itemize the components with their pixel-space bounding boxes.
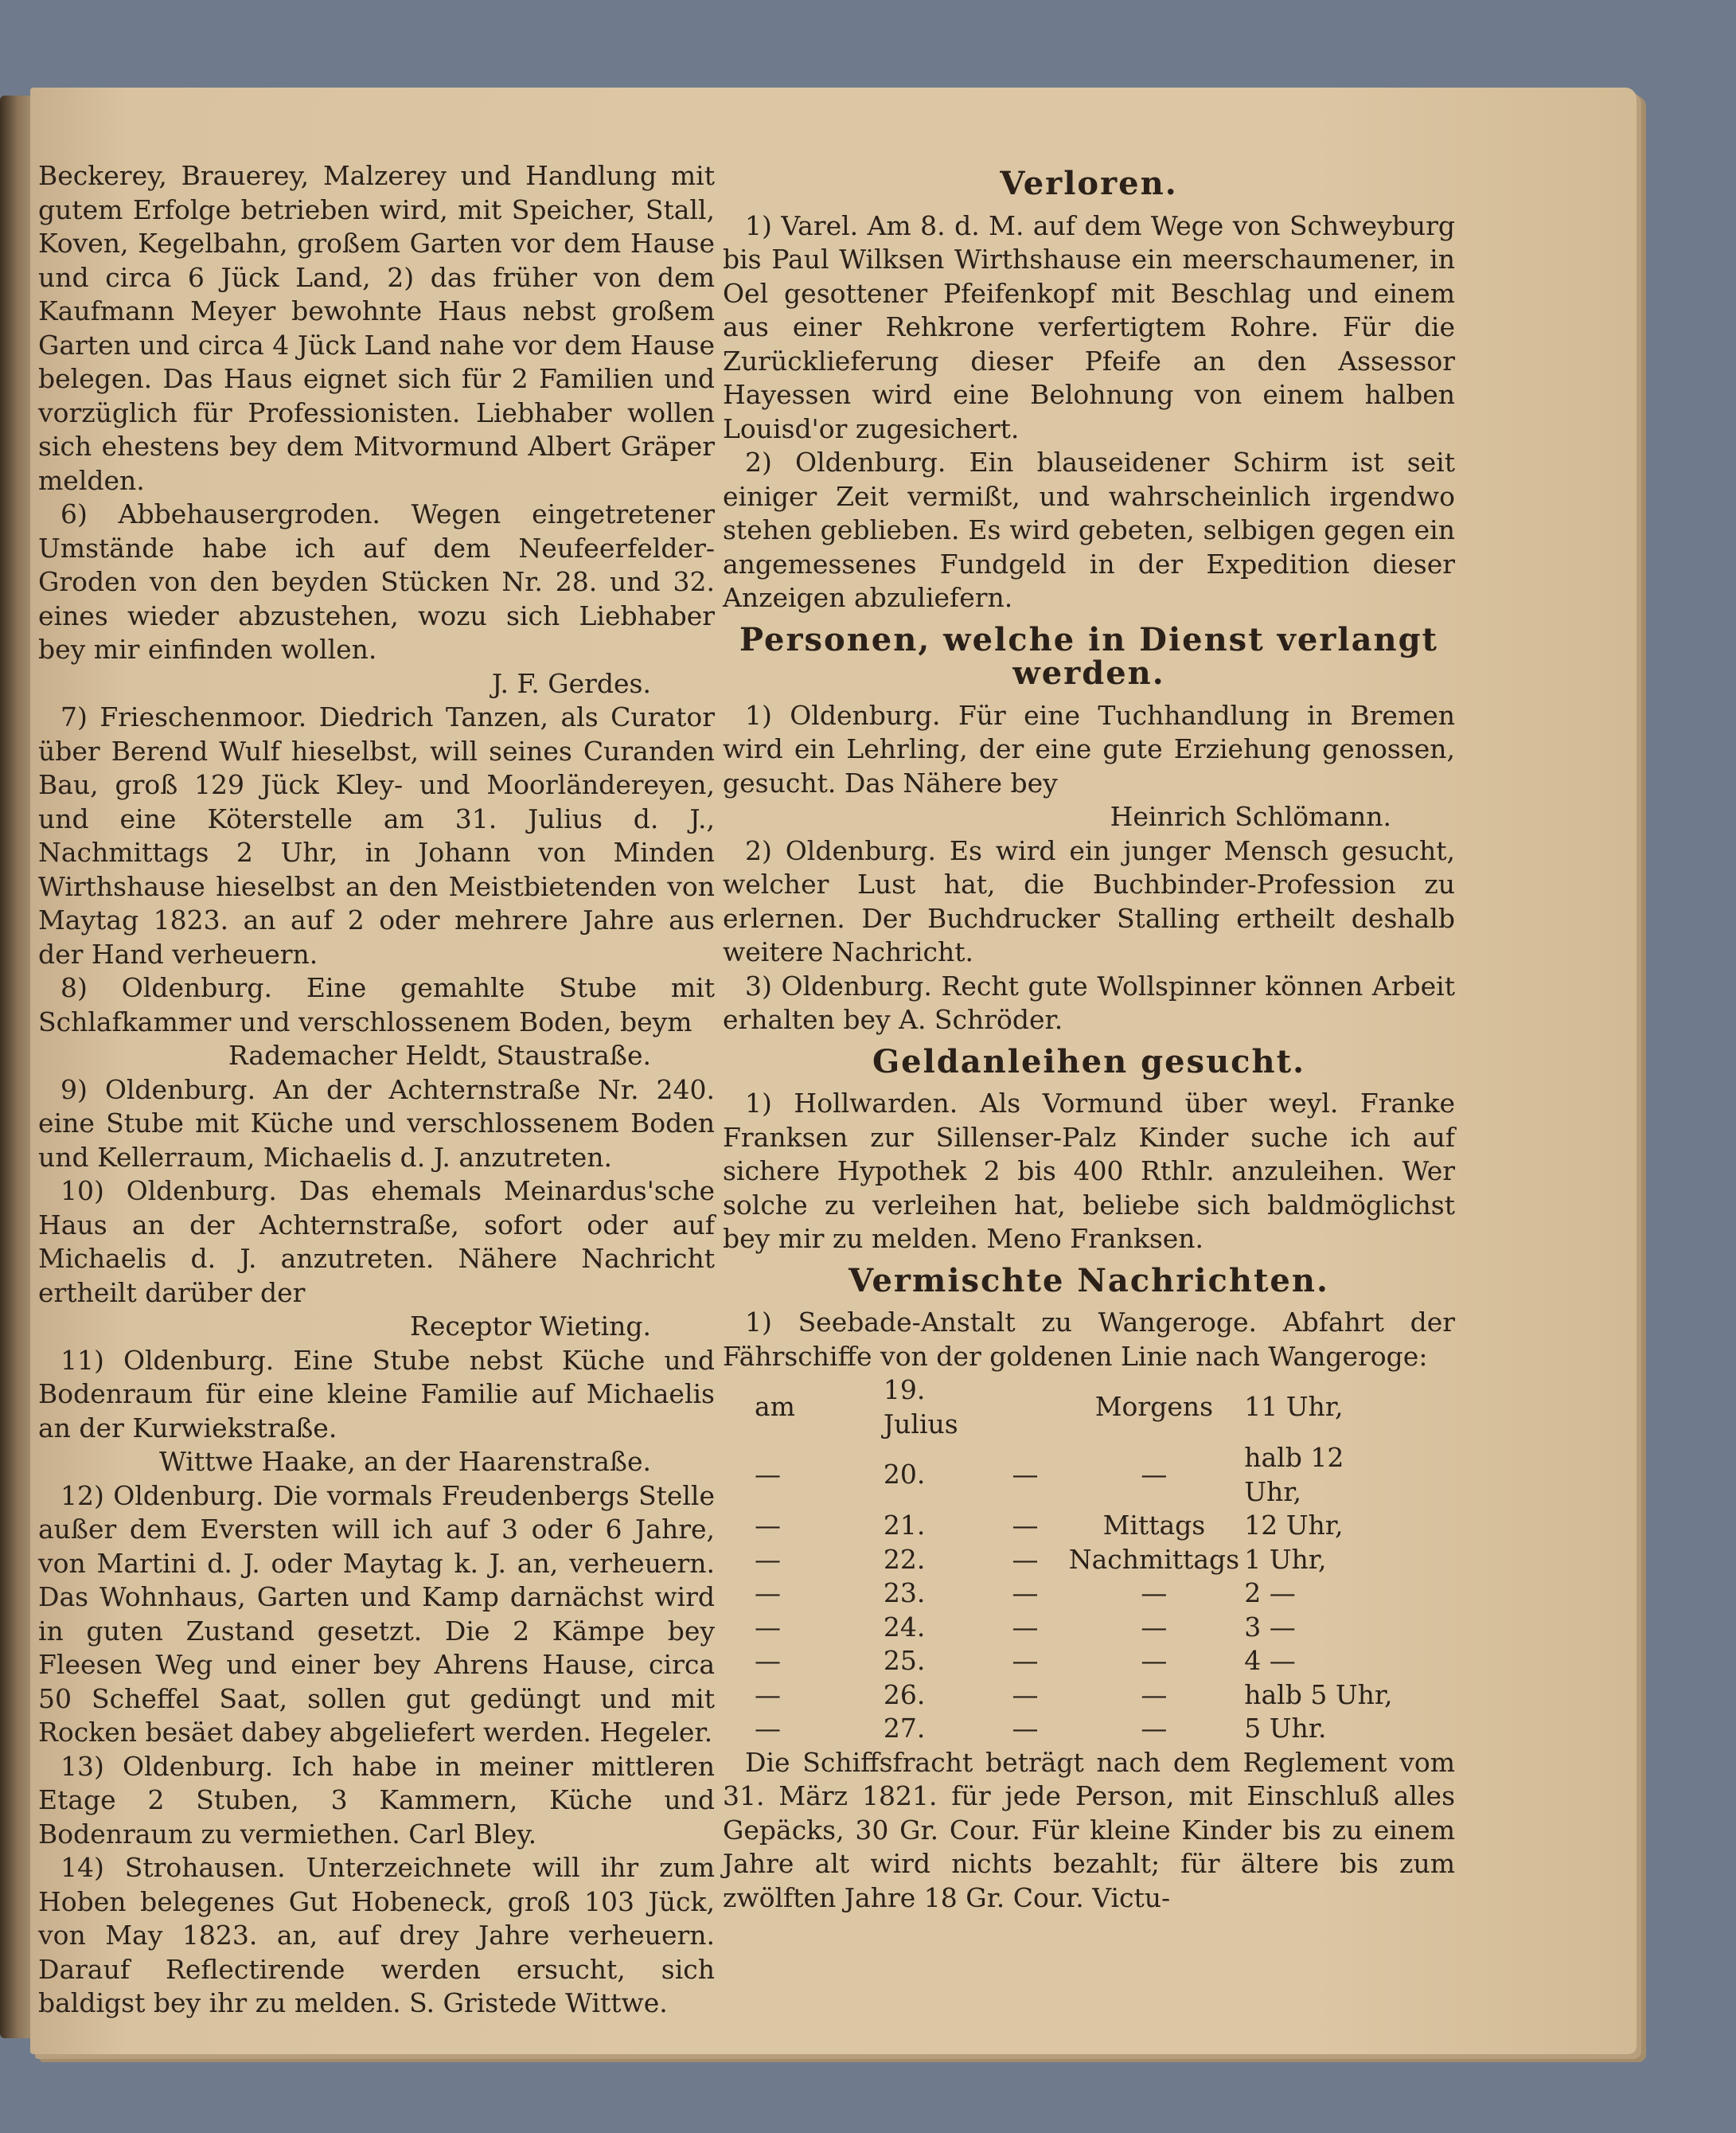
schedule-cell: 21. xyxy=(883,1510,926,1541)
schedule-cell: — xyxy=(1012,1510,1039,1541)
entry-schiffsfracht: Die Schiffsfracht beträgt nach dem Reglement vom 31. März 1821. für jede Person, mit Einschluß alles Gepäcks, 30 Gr. Cour. Für kleine Kinder bis zu einem Jahre alt wird nichts bezahlt; für ältere bis zum zwölften Jahre 18 Gr. Cour. Victu- xyxy=(723,1746,1455,1913)
entry-frieschenmoor: 7) Frieschenmoor. Diedrich Tanzen, als Curator über Berend Wulf hieselbst, will seines Curanden Bau, groß 129 Jück Kley- und Moorländereyen, und eine Köterstelle am 31. Julius d. J., Nachmittags 2 Uhr, in Johann von Minden Wirthshause hieselbst an den Meistbietenden von Maytag 1823. an auf 2 oder mehrere Jahre aus der Hand verheuern. xyxy=(38,701,715,970)
schedule-row xyxy=(755,1678,1399,1713)
schedule-cell: — xyxy=(755,1577,781,1608)
schedule-cell: — xyxy=(755,1510,781,1541)
schedule-cell: Mittags xyxy=(1102,1510,1206,1541)
paragraph-continuation: Beckerey, Brauerey, Malzerey und Handlung mit gutem Erfolge betrieben wird, mit Speicher, Stall, Koven, Kegelbahn, großem Garten vor dem Hause und circa 6 Jück Land, 2) das früher von dem Kaufmann Meyer bewohnte Haus nebst großem Garten und circa 4 Jück Land nahe vor dem Hause belegen. Das Haus eignet sich für 2 Familien und vorzüglich für Professionisten. Liebhaber wollen sich ehestens bey dem Mitvormund Albert Gräper melden. xyxy=(38,160,715,496)
schedule-cell xyxy=(986,1373,1063,1441)
schedule-cell: 27. xyxy=(883,1713,926,1744)
entry-dienst-1: 1) Oldenburg. Für eine Tuchhandlung in Bremen wird ein Lehrling, der eine gute Erziehung genossen, gesucht. Das Nähere bey xyxy=(723,699,1455,799)
schedule-row xyxy=(755,1441,1399,1509)
schedule-cell: 1 Uhr, xyxy=(1244,1543,1327,1575)
schedule-cell: 11 Uhr, xyxy=(1244,1391,1344,1423)
schedule-cell: — xyxy=(755,1611,781,1643)
entry-strohausen: 14) Strohausen. Unterzeichnete will ihr zum Hoben belegenes Gut Hobeneck, groß 103 Jück, von May 1823. an, auf drey Jahre verheuern. Darauf Reflectirende werden ersucht, sich baldigst bey ihr zu melden. S. Gristede Wittwe. xyxy=(38,1852,715,2018)
schedule-cell: — xyxy=(1141,1577,1168,1608)
schedule-row xyxy=(755,1611,1399,1645)
schedule-cell: — xyxy=(1141,1459,1168,1490)
ferry-schedule-table xyxy=(755,1373,1399,1746)
schedule-cell: — xyxy=(1012,1611,1039,1643)
schedule-cell: — xyxy=(755,1543,781,1575)
entry-oldenburg-8: 8) Oldenburg. Eine gemahlte Stube mit Schlafkammer und verschlossenem Boden, beym xyxy=(38,972,715,1037)
right-column xyxy=(723,159,1455,1915)
schedule-cell: 26. xyxy=(883,1678,926,1710)
schedule-cell: — xyxy=(1012,1459,1039,1490)
left-column xyxy=(38,159,715,2021)
entry-dienst-3: 3) Oldenburg. Recht gute Wollspinner können Arbeit erhalten bey A. Schröder. xyxy=(723,970,1455,1035)
schedule-cell: 2 — xyxy=(1244,1577,1296,1608)
schedule-cell: — xyxy=(1012,1577,1039,1608)
entry-oldenburg-12: 12) Oldenburg. Die vormals Freudenbergs Stelle außer dem Eversten will ich auf 3 oder 6 Jahre, von Martini d. J. oder Maytag k. J. an, verheuern. Das Wohnhaus, Garten und Kamp darnächst wird in guten Zustand gesetzt. Die 2 Kämpe bey Fleesen Weg und einer bey Ahrens Hause, circa 50 Scheffel Saat, sollen gut gedüngt und mit Rocken besäet dabey abgeliefert werden. Hegeler. xyxy=(38,1479,715,1748)
schedule-row xyxy=(755,1373,1399,1441)
schedule-cell: 3 — xyxy=(1244,1611,1296,1643)
schedule-cell: 23. xyxy=(883,1577,926,1608)
schedule-cell: — xyxy=(1012,1645,1039,1676)
entry-seebad-intro: 1) Seebade-Anstalt zu Wangeroge. Abfahrt der Fährschiffe von der goldenen Linie nach Wangeroge: xyxy=(723,1307,1455,1372)
schedule-cell: Morgens xyxy=(1094,1391,1214,1423)
schedule-cell: 12 Uhr, xyxy=(1244,1510,1344,1541)
schedule-cell: 22. xyxy=(883,1543,926,1575)
schedule-cell: halb 5 Uhr, xyxy=(1244,1678,1393,1710)
heading-vermischte: Vermischte Nachrichten. xyxy=(848,1261,1329,1299)
entry-oldenburg-9: 9) Oldenburg. An der Achternstraße Nr. 240. eine Stube mit Küche und verschlossenem Boden und Kellerraum, Michaelis d. J. anzutreten. xyxy=(38,1073,715,1173)
schedule-cell: 5 Uhr. xyxy=(1244,1713,1327,1744)
schedule-cell: — xyxy=(1141,1645,1168,1676)
schedule-cell: Nachmittags xyxy=(1068,1543,1240,1575)
entry-oldenburg-13: 13) Oldenburg. Ich habe in meiner mittleren Etage 2 Stuben, 3 Kammern, Küche und Bodenraum zu vermiethen. Carl Bley. xyxy=(38,1750,715,1850)
signature-heldt: Rademacher Heldt, Staustraße. xyxy=(228,1040,651,1071)
newspaper-page xyxy=(30,88,1637,2054)
schedule-cell: 25. xyxy=(883,1645,926,1676)
schedule-cell: — xyxy=(755,1678,781,1710)
entry-verloren-varel: 1) Varel. Am 8. d. M. auf dem Wege von Schweyburg bis Paul Wilksen Wirthshause ein meerschaumener, in Oel gesottener Pfeifenkopf mit Beschlag und einem aus einer Rehkrone verfertigtem Rohre. Für die Zurücklieferung dieser Pfeife an den Assessor Hayessen wird eine Belohnung von einem halben Louisd'or zugesichert. xyxy=(723,209,1455,444)
schedule-cell: — xyxy=(755,1459,781,1490)
schedule-row xyxy=(755,1712,1399,1746)
entry-dienst-2: 2) Oldenburg. Es wird ein junger Mensch gesucht, welcher Lust hat, die Buchbinder-Profession zu erlernen. Der Buchdrucker Stalling ertheilt deshalb weitere Nachricht. xyxy=(723,834,1455,967)
heading-geldanleihen: Geldanleihen gesucht. xyxy=(872,1042,1305,1080)
schedule-cell: am xyxy=(755,1391,795,1423)
entry-oldenburg-11: 11) Oldenburg. Eine Stube nebst Küche und Bodenraum für eine kleine Familie auf Michaelis an der Kurwiekstraße. xyxy=(38,1344,715,1443)
schedule-row xyxy=(755,1509,1399,1543)
entry-geld-hollwarden: 1) Hollwarden. Als Vormund über weyl. Franke Franksen zur Sillenser-Palz Kinder suche ich auf sichere Hypothek 2 bis 400 Rthlr. anzuleihen. Wer solche zu verleihen hat, beliebe sich baldmöglichst bey mir zu melden. Meno Franksen. xyxy=(723,1088,1455,1254)
signature-wieting: Receptor Wieting. xyxy=(409,1311,651,1342)
schedule-cell: 20. xyxy=(883,1459,926,1490)
entry-abbehausergroden: 6) Abbehausergroden. Wegen eingetretener Umstände habe ich auf dem Neufeerfelder-Groden von den beyden Stücken Nr. 28. und 32. eines wieder abzustehen, wozu sich Liebhaber bey mir einfinden wollen. xyxy=(38,498,715,665)
entry-verloren-oldenburg: 2) Oldenburg. Ein blauseidener Schirm ist seit einiger Zeit vermißt, und wahrscheinlich irgendwo stehen geblieben. Es wird gebeten, selbigen gegen ein angemessenes Fundgeld in der Expedition dieser Anzeigen abzuliefern. xyxy=(723,447,1455,613)
schedule-cell: — xyxy=(755,1645,781,1676)
schedule-cell: halb 12 Uhr, xyxy=(1244,1442,1344,1507)
signature-gerdes: J. F. Gerdes. xyxy=(491,667,651,699)
heading-dienst: Personen, welche in Dienst verlangt werden. xyxy=(739,620,1439,692)
entry-oldenburg-10: 10) Oldenburg. Das ehemals Meinardus'sche Haus an der Achternstraße, sofort oder auf Michaelis d. J. anzutreten. Nähere Nachricht ertheilt darüber der xyxy=(38,1175,715,1308)
schedule-cell: — xyxy=(1012,1678,1039,1710)
schedule-cell: — xyxy=(755,1713,781,1744)
schedule-row xyxy=(755,1576,1399,1611)
signature-haake: Wittwe Haake, an der Haarenstraße. xyxy=(158,1446,651,1477)
schedule-row xyxy=(755,1644,1399,1678)
signature-schloemann: Heinrich Schlömann. xyxy=(1110,801,1391,832)
schedule-cell: — xyxy=(1141,1611,1168,1643)
schedule-cell: 19. Julius xyxy=(883,1374,958,1440)
schedule-cell: — xyxy=(1012,1543,1039,1575)
schedule-cell: — xyxy=(1141,1678,1168,1710)
heading-verloren: Verloren. xyxy=(1000,165,1178,202)
schedule-cell: 24. xyxy=(883,1611,926,1643)
schedule-row xyxy=(755,1543,1399,1577)
schedule-cell: — xyxy=(1141,1713,1168,1744)
schedule-cell: 4 — xyxy=(1244,1645,1296,1676)
schedule-cell: — xyxy=(1012,1713,1039,1744)
